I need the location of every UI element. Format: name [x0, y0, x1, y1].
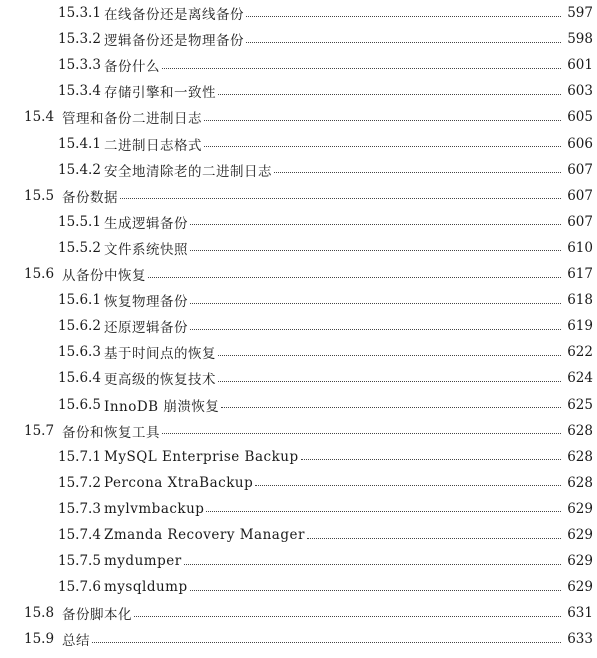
toc-entry-number: 15.7.2: [58, 474, 101, 491]
toc-entry-page-number: 607: [567, 161, 593, 178]
dot-leader: [204, 110, 561, 121]
toc-entry-page-number: 628: [567, 474, 593, 491]
toc-entry-page-number: 605: [567, 109, 593, 126]
dot-leader: [218, 371, 561, 382]
toc-subsection-entry[interactable]: [58, 0, 593, 26]
toc-subsection-entry[interactable]: [58, 339, 593, 365]
toc-entry-number: 15.6.3: [58, 344, 101, 361]
dot-leader: [134, 606, 561, 617]
toc-entry-number: 15.4.2: [58, 161, 101, 178]
toc-section-entry[interactable]: [24, 104, 593, 130]
toc-entry-page-number: 607: [567, 213, 593, 230]
toc-section-entry[interactable]: [24, 418, 593, 444]
toc-entry-number: 15.3.4: [58, 83, 101, 100]
toc-section-entry[interactable]: [24, 261, 593, 287]
toc-subsection-entry[interactable]: [58, 157, 593, 183]
toc-subsection-entry[interactable]: [58, 52, 593, 78]
toc-entry-number: 15.4: [24, 109, 55, 126]
toc-entry-page-number: 629: [567, 500, 593, 517]
toc-entry-page-number: 603: [567, 83, 593, 100]
toc-subsection-entry[interactable]: [58, 496, 593, 522]
toc-entry-number: 15.6.4: [58, 370, 101, 387]
toc-entry-title: mysqldump: [104, 579, 188, 596]
dot-leader: [255, 475, 561, 486]
dot-leader: [162, 58, 561, 69]
toc-entry-page-number: 633: [567, 631, 593, 648]
toc-section-entry[interactable]: [24, 183, 593, 209]
toc-entry-number: 15.7.5: [58, 553, 101, 570]
dot-leader: [204, 136, 561, 147]
toc-subsection-entry[interactable]: [58, 235, 593, 261]
toc-subsection-entry[interactable]: [58, 392, 593, 418]
toc-entry-number: 15.6.2: [58, 318, 101, 335]
toc-entry-page-number: 597: [567, 5, 593, 21]
toc-subsection-entry[interactable]: [58, 78, 593, 104]
toc-entry-number: 15.6: [24, 266, 55, 282]
toc-entry-page-number: 598: [567, 31, 593, 48]
toc-entry-title: 还原逻辑备份: [104, 320, 188, 337]
toc-entry-title: 更高级的恢复技术: [104, 372, 216, 389]
dot-leader: [190, 214, 561, 225]
dot-leader: [218, 345, 561, 356]
toc-entry-number: 15.5: [24, 187, 55, 204]
toc-entry-page-number: 618: [567, 292, 593, 309]
toc-entry-title: 备份数据: [62, 189, 118, 206]
toc-entry-page-number: 629: [567, 527, 593, 543]
toc-entry-title: mylvmbackup: [104, 500, 205, 517]
toc-entry-number: 15.7.3: [58, 500, 101, 517]
toc-entry-page-number: 607: [567, 187, 593, 204]
toc-entry-page-number: 606: [567, 135, 593, 152]
toc-entry-number: 15.4.1: [58, 135, 101, 152]
toc-entry-title: 逻辑备份还是物理备份: [104, 33, 244, 50]
toc-entry-title: 备份和恢复工具: [62, 424, 160, 441]
toc-entry-title: 从备份中恢复: [62, 268, 146, 284]
toc-entry-number: 15.3.2: [58, 31, 101, 48]
toc-subsection-entry[interactable]: [58, 131, 593, 157]
dot-leader: [162, 423, 561, 434]
dot-leader: [190, 293, 561, 304]
toc-entry-title: 生成逻辑备份: [104, 215, 188, 232]
toc-subsection-entry[interactable]: [58, 313, 593, 339]
dot-leader: [246, 32, 561, 43]
toc-section-entry[interactable]: [24, 626, 593, 652]
toc-subsection-entry[interactable]: [58, 522, 593, 548]
dot-leader: [190, 580, 561, 591]
toc-entry-title: 存储引擎和一致性: [104, 85, 216, 102]
toc-subsection-entry[interactable]: [58, 574, 593, 600]
toc-entry-number: 15.5.2: [58, 239, 101, 256]
toc-entry-page-number: 629: [567, 553, 593, 570]
dot-leader: [148, 267, 561, 278]
toc-entry-title: InnoDB 崩溃恢复: [104, 398, 220, 415]
toc-entry-page-number: 601: [567, 57, 593, 74]
toc-entry-number: 15.5.1: [58, 213, 101, 230]
dot-leader: [221, 397, 561, 408]
toc-entry-page-number: 617: [567, 266, 593, 282]
toc-entry-number: 15.8: [24, 605, 55, 622]
dot-leader: [190, 319, 561, 330]
toc-entry-page-number: 628: [567, 448, 593, 465]
toc-entry-number: 15.7.6: [58, 579, 101, 596]
toc-entry-number: 15.6.1: [58, 292, 101, 309]
toc-entry-page-number: 619: [567, 318, 593, 335]
toc-subsection-entry[interactable]: [58, 209, 593, 235]
dot-leader: [184, 554, 561, 565]
toc-entry-number: 15.7.1: [58, 448, 101, 465]
toc-entry-title: 备份什么: [104, 59, 160, 76]
dot-leader: [307, 528, 561, 539]
dot-leader: [92, 632, 561, 643]
toc-entry-page-number: 625: [567, 396, 593, 413]
dot-leader: [190, 240, 561, 251]
dot-leader: [301, 449, 561, 460]
toc-entry-number: 15.7: [24, 422, 55, 439]
toc-entry-number: 15.6.5: [58, 396, 101, 413]
toc-entry-title: 在线备份还是离线备份: [104, 7, 244, 23]
dot-leader: [206, 501, 561, 512]
toc-entry-page-number: 610: [567, 239, 593, 256]
dot-leader: [246, 6, 561, 17]
toc-section-entry[interactable]: [24, 600, 593, 626]
dot-leader: [218, 84, 561, 95]
toc-subsection-entry[interactable]: [58, 287, 593, 313]
toc-subsection-entry[interactable]: [58, 365, 593, 391]
toc-entry-title: 基于时间点的恢复: [104, 346, 216, 363]
toc-entry-number: 15.3.1: [58, 5, 101, 21]
toc-entry-page-number: 622: [567, 344, 593, 361]
toc-subsection-entry[interactable]: [58, 548, 593, 574]
toc-entry-title: Percona XtraBackup: [104, 474, 254, 491]
toc-entry-number: 15.9: [24, 631, 55, 648]
toc-entry-title: mydumper: [104, 553, 182, 570]
toc-entry-number: 15.3.3: [58, 57, 101, 74]
toc-entry-page-number: 631: [567, 605, 593, 622]
toc-entry-title: 总结: [62, 633, 90, 650]
toc-entry-number: 15.7.4: [58, 527, 101, 543]
toc-entry-title: 恢复物理备份: [104, 294, 188, 311]
dot-leader: [120, 188, 561, 199]
dot-leader: [274, 162, 561, 173]
toc-entry-title: 安全地清除老的二进制日志: [104, 163, 272, 180]
toc-entry-page-number: 628: [567, 422, 593, 439]
toc-entry-page-number: 624: [567, 370, 593, 387]
toc-entry-title: 管理和备份二进制日志: [62, 111, 202, 128]
toc-subsection-entry[interactable]: [58, 444, 593, 470]
toc-entry-title: 文件系统快照: [104, 241, 188, 258]
toc-entry-page-number: 629: [567, 579, 593, 596]
toc-entry-title: MySQL Enterprise Backup: [104, 448, 299, 465]
toc-entry-title: 备份脚本化: [62, 607, 132, 624]
toc-entry-title: 二进制日志格式: [104, 137, 202, 154]
toc-subsection-entry[interactable]: [58, 26, 593, 52]
toc-entry-title: Zmanda Recovery Manager: [104, 527, 305, 543]
toc-subsection-entry[interactable]: [58, 470, 593, 496]
